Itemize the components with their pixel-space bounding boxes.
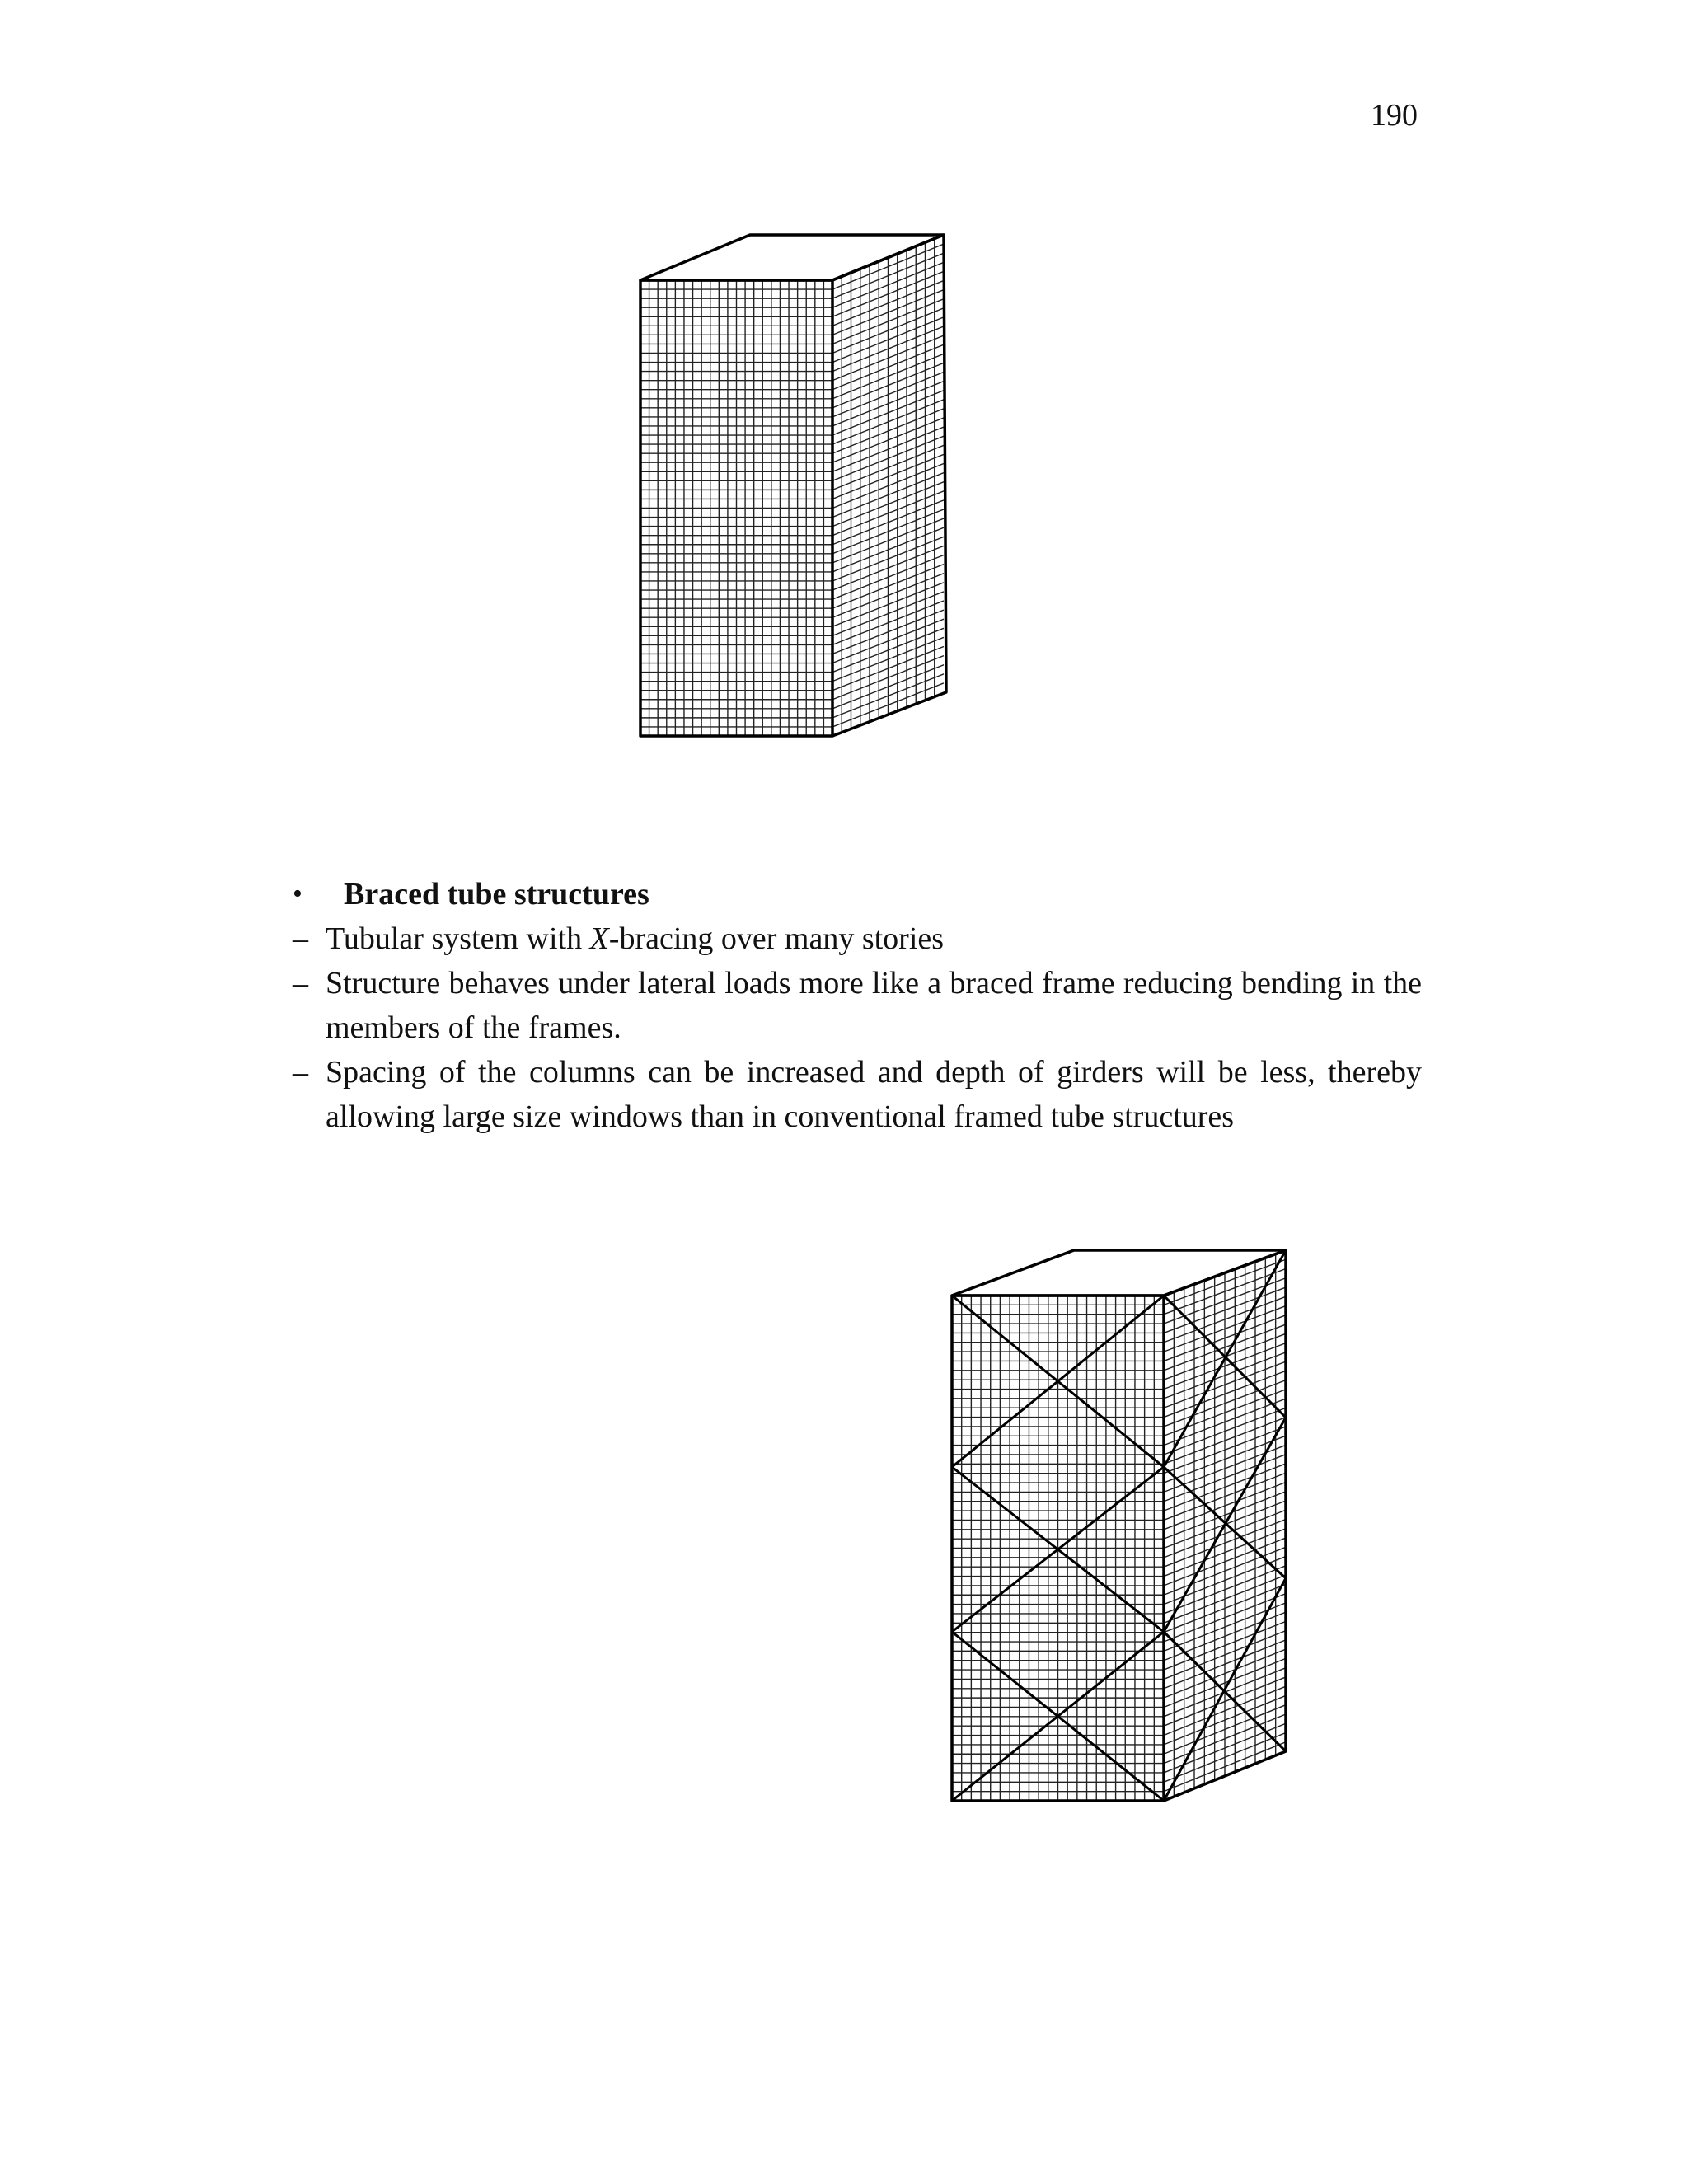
list-item [293, 916, 1422, 961]
framed-tube-grid [640, 239, 944, 736]
bullet-glyph: • [293, 879, 302, 909]
braced-tube-section [293, 872, 1422, 1139]
page-number: 190 [1371, 98, 1418, 133]
framed-tube-outline [640, 235, 946, 736]
list-item-text: Structure behaves under lateral loads more like a braced frame reducing bending in the members of the frames. [326, 966, 1422, 1045]
framed-tube-figure [0, 0, 1688, 824]
list-item-text: Spacing of the columns can be increased and depth of girders will be less, thereby allowing large size windows than in conventional framed tube structures [326, 1055, 1422, 1134]
dash-glyph: – [293, 921, 308, 956]
section-heading [293, 872, 1422, 916]
dash-glyph: – [293, 966, 308, 1001]
list-item [293, 1050, 1422, 1139]
list-item-text-post: -bracing over many stories [608, 921, 945, 956]
dash-glyph: – [293, 1055, 308, 1090]
list-item-text-pre: Tubular system with [326, 921, 590, 956]
list-item [293, 961, 1422, 1050]
section-heading-text: Braced tube structures [344, 877, 649, 912]
list-item-text-em: X [589, 921, 609, 956]
braced-tube-figure [0, 1195, 1688, 1937]
